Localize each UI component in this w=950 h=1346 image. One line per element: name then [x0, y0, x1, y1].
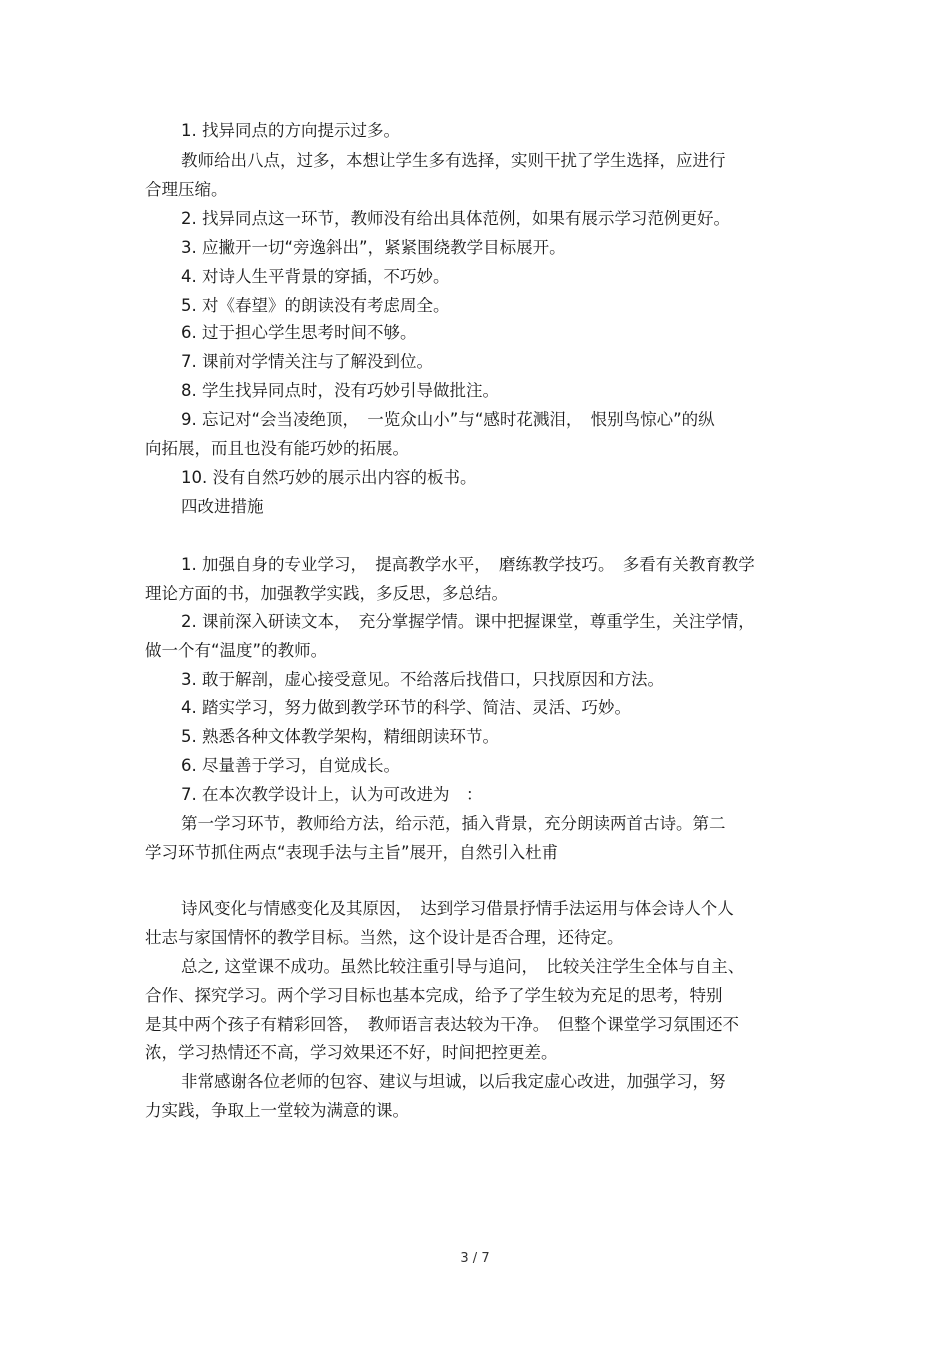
text-line: 2. 找异同点这一环节，教师没有给出具体范例，如果有展示学习范例更好。	[181, 209, 730, 228]
text-line: 10. 没有自然巧妙的展示出内容的板书。	[181, 468, 477, 487]
text-line: 3. 应撇开一切“旁逸斜出”，紧紧围绕教学目标展开。	[181, 238, 566, 257]
text-line: 力实践，争取上一堂较为满意的课。	[145, 1101, 409, 1120]
text-line: 向拓展，而且也没有能巧妙的拓展。	[145, 439, 409, 458]
text-line: 5. 熟悉各种文体教学架构，精细朗读环节。	[181, 727, 499, 746]
text-line: 2. 课前深入研读文本， 充分掌握学情。课中把握课堂，尊重学生，关注学情，	[181, 612, 755, 631]
text-line: 合作、探究学习。两个学习目标也基本完成，给予了学生较为充足的思考，特别	[145, 986, 723, 1005]
text-line: 3. 敢于解剖，虚心接受意见。不给落后找借口，只找原因和方法。	[181, 670, 664, 689]
section-heading: 四改进措施	[181, 497, 264, 516]
text-line: 诗风变化与情感变化及其原因， 达到学习借景抒情手法运用与体会诗人个人	[181, 899, 734, 918]
text-line: 非常感谢各位老师的包容、建议与坦诚，以后我定虚心改进，加强学习，努	[181, 1072, 726, 1091]
text-line: 8. 学生找异同点时，没有巧妙引导做批注。	[181, 381, 499, 400]
text-line: 浓，学习热情还不高，学习效果还不好，时间把控更差。	[145, 1043, 558, 1062]
text-line: 教师给出八点，过多，本想让学生多有选择，实则干扰了学生选择，应进行	[181, 151, 726, 170]
page-number: 3 / 7	[460, 1251, 490, 1266]
text-line: 1. 找异同点的方向提示过多。	[181, 121, 400, 140]
text-line: 4. 踏实学习，努力做到教学环节的科学、简洁、灵活、巧妙。	[181, 698, 631, 717]
text-line: 合理压缩。	[145, 180, 228, 199]
text-line: 理论方面的书，加强教学实践，多反思，多总结。	[145, 584, 508, 603]
text-line: 4. 对诗人生平背景的穿插，不巧妙。	[181, 267, 450, 286]
text-line: 是其中两个孩子有精彩回答， 教师语言表达较为干净。 但整个课堂学习氛围还不	[145, 1015, 739, 1034]
text-line: 做一个有“温度”的教师。	[145, 641, 328, 660]
text-line: 第一学习环节，教师给方法，给示范，插入背景，充分朗读两首古诗。第二	[181, 814, 726, 833]
text-line: 1. 加强自身的专业学习， 提高教学水平， 磨练教学技巧。 多看有关教育教学	[181, 555, 755, 574]
text-line: 壮志与家国情怀的教学目标。当然，这个设计是否合理，还待定。	[145, 928, 624, 947]
text-line: 6. 尽量善于学习，自觉成长。	[181, 756, 400, 775]
text-line: 学习环节抓住两点“表现手法与主旨”展开，自然引入杜甫	[145, 843, 559, 862]
text-line: 6. 过于担心学生思考时间不够。	[181, 323, 417, 342]
text-line: 7. 在本次教学设计上，认为可改进为 ：	[181, 785, 483, 804]
text-line: 总之, 这堂课不成功。虽然比较注重引导与追问， 比较关注学生全体与自主、	[181, 957, 745, 976]
text-line: 7. 课前对学情关注与了解没到位。	[181, 352, 433, 371]
text-line: 5. 对《春望》的朗读没有考虑周全。	[181, 296, 450, 315]
text-line: 9. 忘记对“会当凌绝顶， 一览众山小”与“感时花溅泪， 恨别鸟惊心”的纵	[181, 410, 715, 429]
